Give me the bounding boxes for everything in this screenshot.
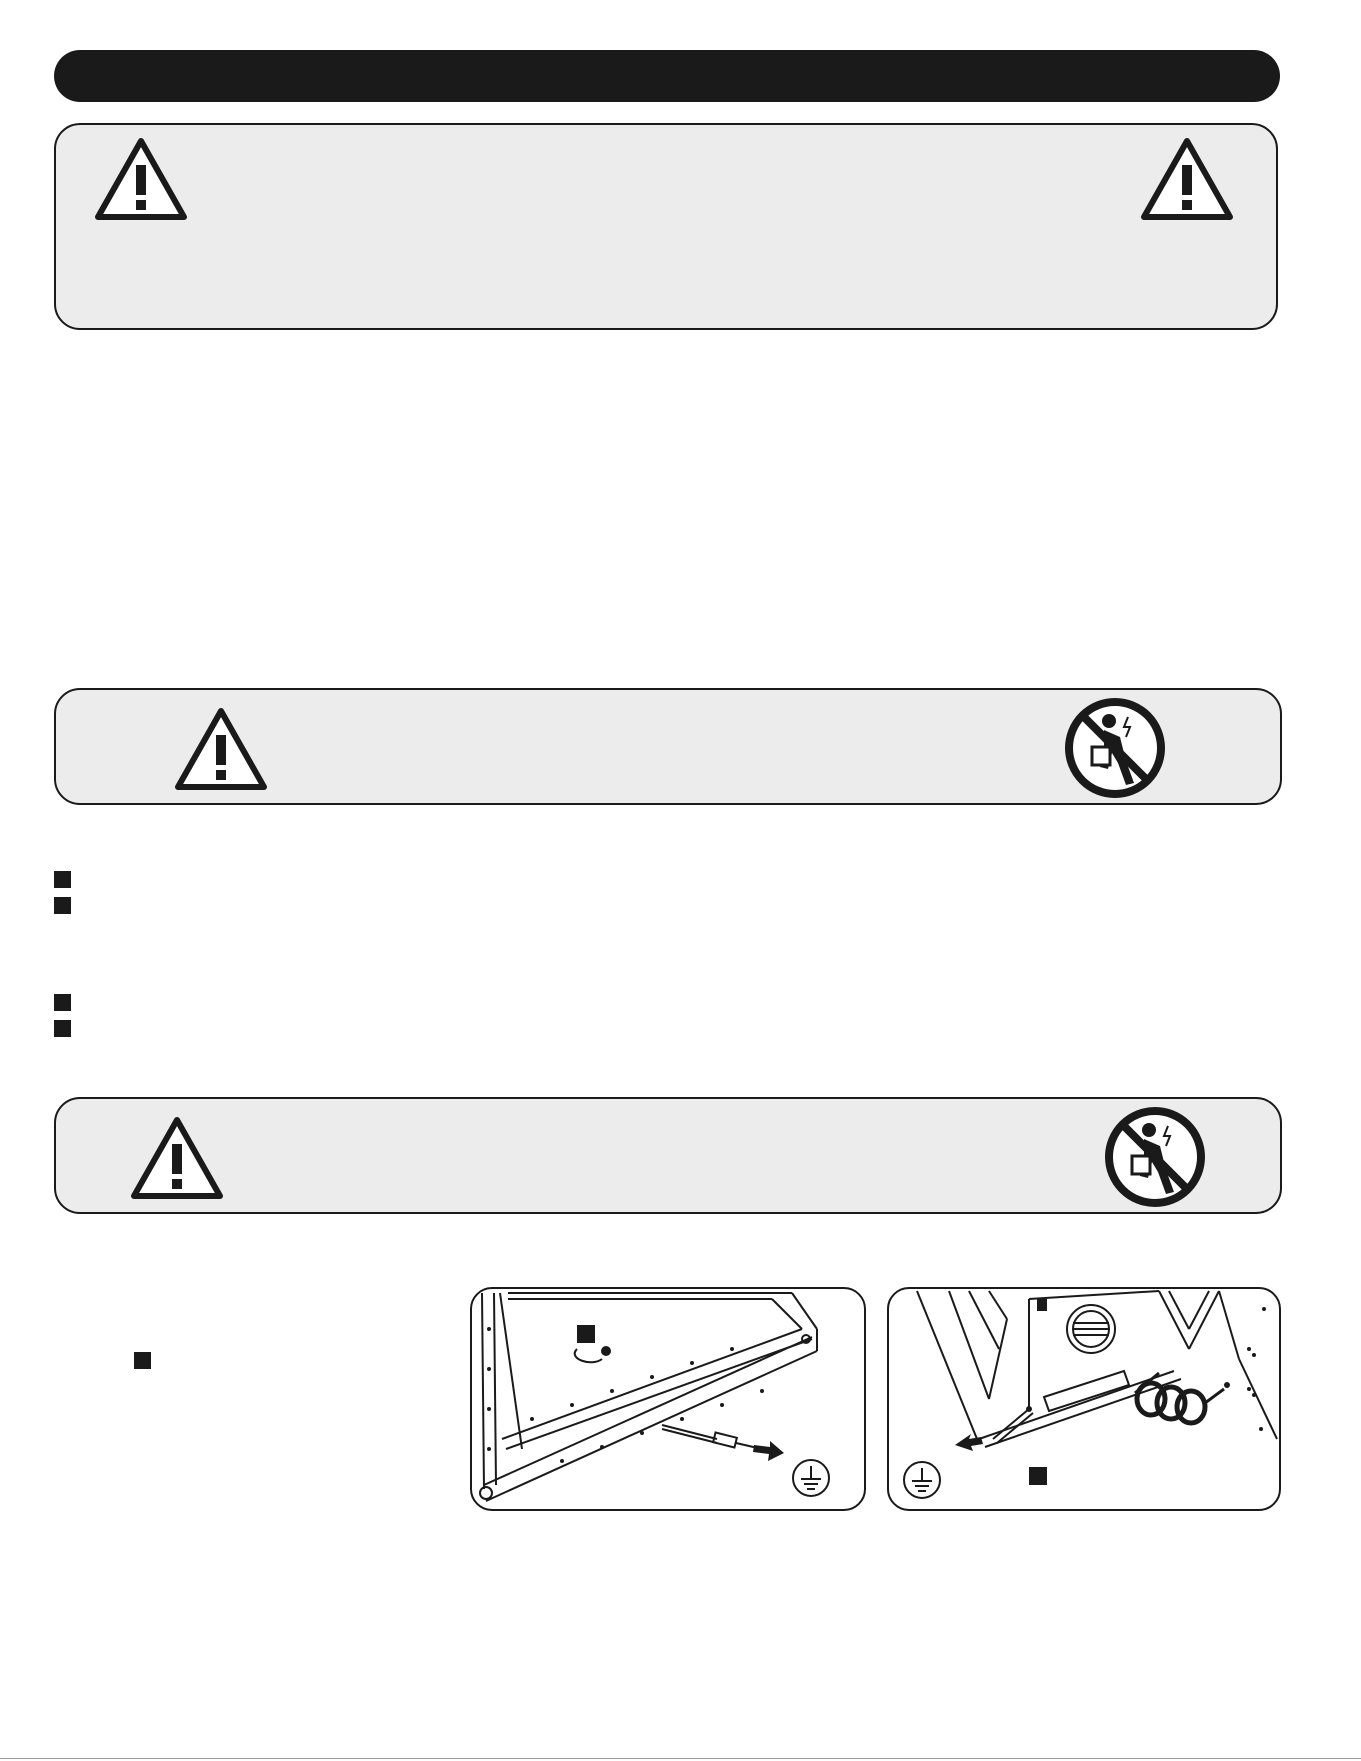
list-bullet: [54, 897, 71, 914]
warning-triangle-icon: [130, 1116, 224, 1200]
figure-ground-cable-left: [470, 1287, 866, 1511]
protective-earth-ground-icon: [790, 1457, 832, 1499]
section-title-bar: [54, 50, 1280, 102]
cabinet-door-illustration: [889, 1289, 1279, 1509]
protective-earth-ground-icon: [901, 1459, 943, 1501]
list-bullet: [54, 871, 71, 888]
warning-panel-top: [54, 123, 1278, 330]
callout-marker: [577, 1325, 595, 1343]
no-lifting-alone-icon: [1064, 697, 1166, 799]
list-bullet: [54, 1020, 71, 1037]
arrow-icon: [955, 1434, 983, 1451]
warning-triangle-icon: [1140, 137, 1234, 221]
no-lifting-alone-icon: [1104, 1106, 1206, 1208]
callout-marker: [1029, 1467, 1047, 1485]
warning-panel-lifting-2: [54, 1097, 1282, 1214]
figure-ground-cable-right: [887, 1287, 1281, 1511]
arrow-icon: [753, 1441, 784, 1461]
footer-rule: [0, 1758, 1361, 1759]
warning-triangle-icon: [94, 137, 188, 221]
list-bullet: [54, 994, 71, 1011]
step-bullet: [134, 1352, 151, 1369]
warning-panel-lifting-1: [54, 688, 1282, 805]
warning-triangle-icon: [174, 707, 268, 791]
